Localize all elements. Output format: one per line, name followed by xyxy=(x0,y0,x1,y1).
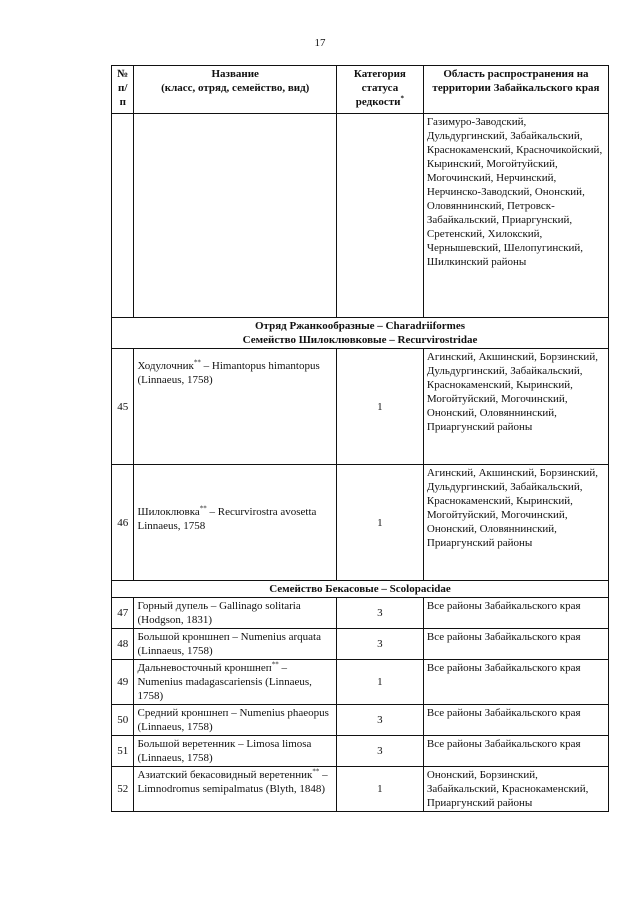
header-category-mark: * xyxy=(400,94,405,103)
row-num: 51 xyxy=(112,736,134,767)
header-name-line1: Название xyxy=(211,68,259,80)
row-name xyxy=(134,705,336,736)
row-category: 1 xyxy=(336,660,423,705)
species-mark: ** xyxy=(312,767,320,776)
row-category: 3 xyxy=(336,736,423,767)
table-row xyxy=(112,598,609,629)
header-name-line2: (класс, отряд, семейство, вид) xyxy=(161,82,310,94)
table-row xyxy=(112,629,609,660)
species-name-latin: – Numenius phaeopus (Linnaeus, 1758) xyxy=(137,707,329,733)
table-row xyxy=(112,465,609,581)
row-num: 48 xyxy=(112,629,134,660)
species-name-latin: – Numenius madagascariensis (Linnaeus, 1758) xyxy=(137,662,312,702)
cell-area: Газимуро-Заводский, Дульдургинский, Забайкальский, Краснокаменский, Красночикойский, Кыринский, Могойтуйский, Могочинский, Нерчинский, Нерчинско-Заводский, Ононский, Оловяннинский, Петровск-Забайкальский, Приаргунский, Сретенский, Хилокский, Чернышевский, Шелопугинский, Шилкинский районы xyxy=(423,114,608,318)
species-name-latin: – Recurvirostra avosetta Linnaeus, 1758 xyxy=(137,506,317,532)
section-family-recurvirostridae: Семейство Шилоклювковые – Recurvirostridae xyxy=(242,334,478,346)
row-area: Агинский, Акшинский, Борзинский, Дульдургинский, Забайкальский, Краснокаменский, Кыринский, Могойтуйский, Могочинский, Ононский, Оловяннинский, Приаргунский районы xyxy=(423,349,608,465)
header-area: Область распространения на территории Забайкальского края xyxy=(423,66,608,114)
row-category: 3 xyxy=(336,629,423,660)
row-num: 45 xyxy=(112,349,134,465)
section-family-row xyxy=(112,581,609,598)
species-name-latin: – Himantopus himantopus (Linnaeus, 1758) xyxy=(137,360,320,386)
species-name-latin: – Gallinago solitaria (Hodgson, 1831) xyxy=(137,600,301,626)
row-num: 52 xyxy=(112,767,134,812)
header-category xyxy=(336,66,423,114)
row-name xyxy=(134,767,336,812)
page-number: 17 xyxy=(314,37,326,49)
row-name xyxy=(134,598,336,629)
table-header-row xyxy=(112,66,609,114)
species-name-latin: – Limnodromus semipalmatus (Blyth, 1848) xyxy=(137,769,328,795)
row-area: Ононский, Борзинский, Забайкальский, Краснокаменский, Приаргунский районы xyxy=(423,767,608,812)
rare-species-table xyxy=(111,65,609,812)
species-name-ru: Средний кроншнеп xyxy=(137,707,229,719)
section-order-row xyxy=(112,318,609,349)
table-row-continued xyxy=(112,114,609,318)
row-name xyxy=(134,736,336,767)
row-num: 46 xyxy=(112,465,134,581)
row-name xyxy=(134,465,336,581)
species-name-ru: Шилоклювка xyxy=(137,506,200,518)
row-area: Все районы Забайкальского края xyxy=(423,629,608,660)
species-name-ru: Большой кроншнеп xyxy=(137,631,230,643)
table-row xyxy=(112,660,609,705)
row-num: 49 xyxy=(112,660,134,705)
row-category: 1 xyxy=(336,349,423,465)
row-area: Все районы Забайкальского края xyxy=(423,705,608,736)
row-area: Все районы Забайкальского края xyxy=(423,660,608,705)
row-name xyxy=(134,629,336,660)
species-name-ru: Азиатский бекасовидный веретенник xyxy=(137,769,313,781)
row-area: Все районы Забайкальского края xyxy=(423,598,608,629)
table-row xyxy=(112,705,609,736)
row-num: 47 xyxy=(112,598,134,629)
header-num: № п/п xyxy=(112,66,134,114)
species-name-ru: Дальневосточный кроншнеп xyxy=(137,662,272,674)
section-order-title: Отряд Ржанкообразные – Charadriiformes xyxy=(255,320,465,332)
cell-num xyxy=(112,114,134,318)
row-name xyxy=(134,349,336,465)
section-family-scolopacidae: Семейство Бекасовые – Scolopacidae xyxy=(112,581,609,598)
species-name-latin: – Limosa limosa (Linnaeus, 1758) xyxy=(137,738,312,764)
species-mark: ** xyxy=(193,358,201,367)
species-name-ru: Горный дупель xyxy=(137,600,209,612)
row-area: Агинский, Акшинский, Борзинский, Дульдургинский, Забайкальский, Краснокаменский, Кыринский, Могойтуйский, Могочинский, Ононский, Оловяннинский, Приаргунский районы xyxy=(423,465,608,581)
species-name-latin: – Numenius arquata (Linnaeus, 1758) xyxy=(137,631,321,657)
species-mark: ** xyxy=(199,504,207,513)
species-name-ru: Большой веретенник xyxy=(137,738,236,750)
row-name xyxy=(134,660,336,705)
row-num: 50 xyxy=(112,705,134,736)
species-name-ru: Ходулочник xyxy=(137,360,194,372)
header-category-text: Категория статуса редкости xyxy=(353,68,406,108)
row-category: 3 xyxy=(336,705,423,736)
row-category: 1 xyxy=(336,465,423,581)
header-name xyxy=(134,66,336,114)
table-row xyxy=(112,349,609,465)
row-category: 1 xyxy=(336,767,423,812)
table-row xyxy=(112,736,609,767)
table-row xyxy=(112,767,609,812)
row-area: Все районы Забайкальского края xyxy=(423,736,608,767)
cell-category xyxy=(336,114,423,318)
species-mark: ** xyxy=(271,660,279,669)
cell-name xyxy=(134,114,336,318)
row-category: 3 xyxy=(336,598,423,629)
